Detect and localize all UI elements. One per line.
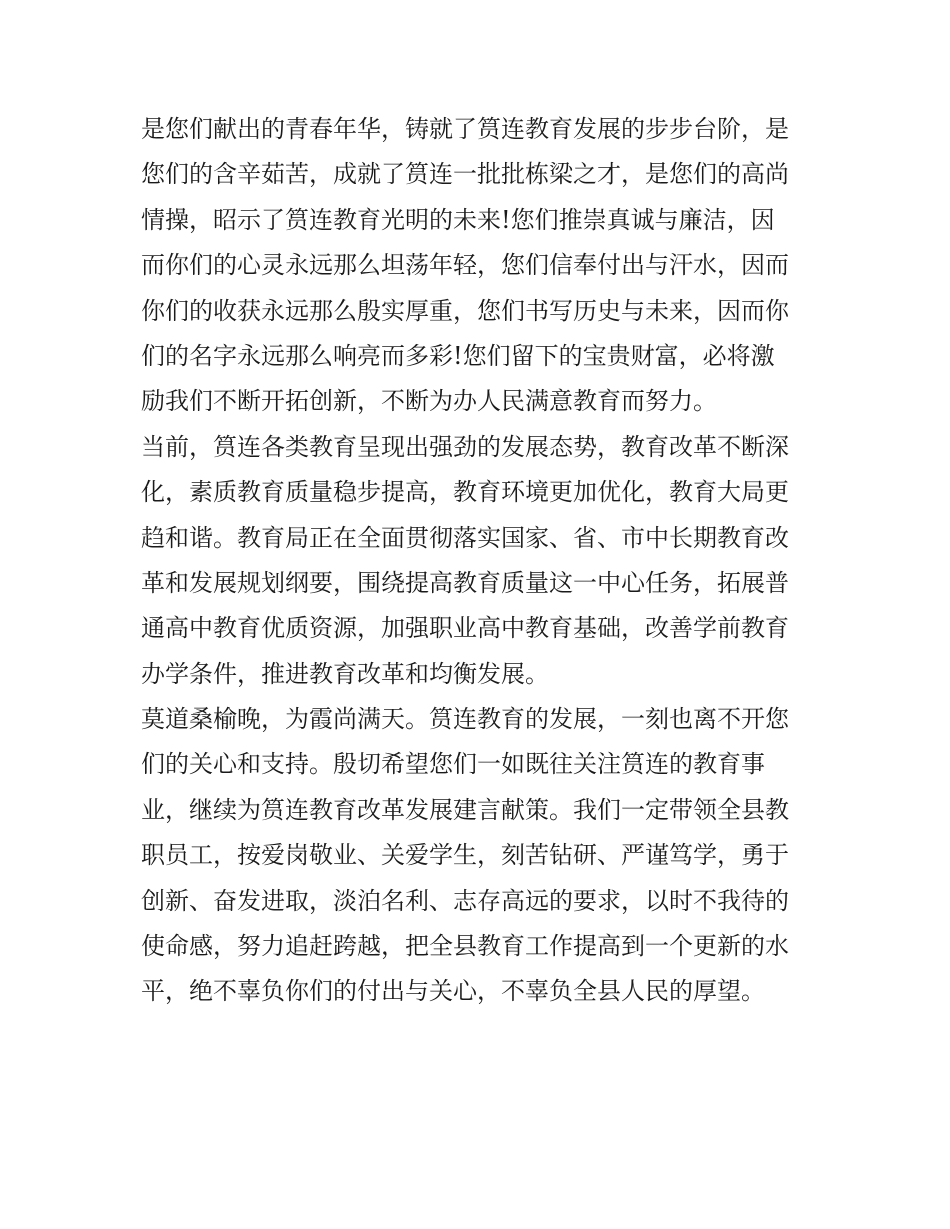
- text-line: 使命感，努力追赶跨越，把全县教育工作提高到一个更新的水: [141, 932, 789, 961]
- text-line: 当前，筼连各类教育呈现出强劲的发展态势，教育改革不断深: [141, 432, 789, 461]
- text-line: 们的关心和支持。殷切希望您们一如既往关注筼连的教育事: [141, 750, 765, 779]
- text-line: 您们的含辛茹苦，成就了筼连一批批栋梁之才，是您们的高尚: [141, 160, 789, 189]
- text-line: 办学条件，推进教育改革和均衡发展。: [141, 659, 549, 688]
- text-line: 平，绝不辜负你们的付出与关心，不辜负全县人民的厚望。: [141, 977, 765, 1006]
- text-line: 趋和谐。教育局正在全面贯彻落实国家、省、市中长期教育改: [141, 523, 789, 552]
- paragraph: [141, 425, 813, 697]
- text-line: 你们的收获永远那么殷实厚重，您们书写历史与未来，因而你: [141, 296, 789, 325]
- text-line: 莫道桑榆晚，为霞尚满天。筼连教育的发展，一刻也离不开您: [141, 705, 789, 734]
- paragraph: [141, 697, 813, 1015]
- text-line: 情操，昭示了筼连教育光明的未来!您们推崇真诚与廉洁，因: [141, 205, 775, 234]
- text-line: 们的名字永远那么响亮而多彩!您们留下的宝贵财富，必将激: [141, 341, 775, 370]
- text-line: 励我们不断开拓创新，不断为办人民满意教育而努力。: [141, 387, 717, 416]
- text-line: 创新、奋发进取，淡泊名利、志存高远的要求，以时不我待的: [141, 886, 789, 915]
- text-line: 化，素质教育质量稳步提高，教育环境更加优化，教育大局更: [141, 478, 789, 507]
- text-line: 业，继续为筼连教育改革发展建言献策。我们一定带领全县教: [141, 795, 789, 824]
- text-line: 是您们献出的青春年华，铸就了筼连教育发展的步步台阶，是: [141, 115, 789, 143]
- paragraph: [141, 107, 813, 425]
- text-line: 职员工，按爱岗敬业、关爱学生，刻苦钻研、严谨笃学，勇于: [141, 841, 789, 870]
- text-line: 通高中教育优质资源，加强职业高中教育基础，改善学前教育: [141, 614, 789, 643]
- document-body: [141, 107, 813, 1015]
- text-line: 革和发展规划纲要，围绕提高教育质量这一中心任务，拓展普: [141, 568, 789, 597]
- text-line: 而你们的心灵永远那么坦荡年轻，您们信奉付出与汗水，因而: [141, 251, 789, 280]
